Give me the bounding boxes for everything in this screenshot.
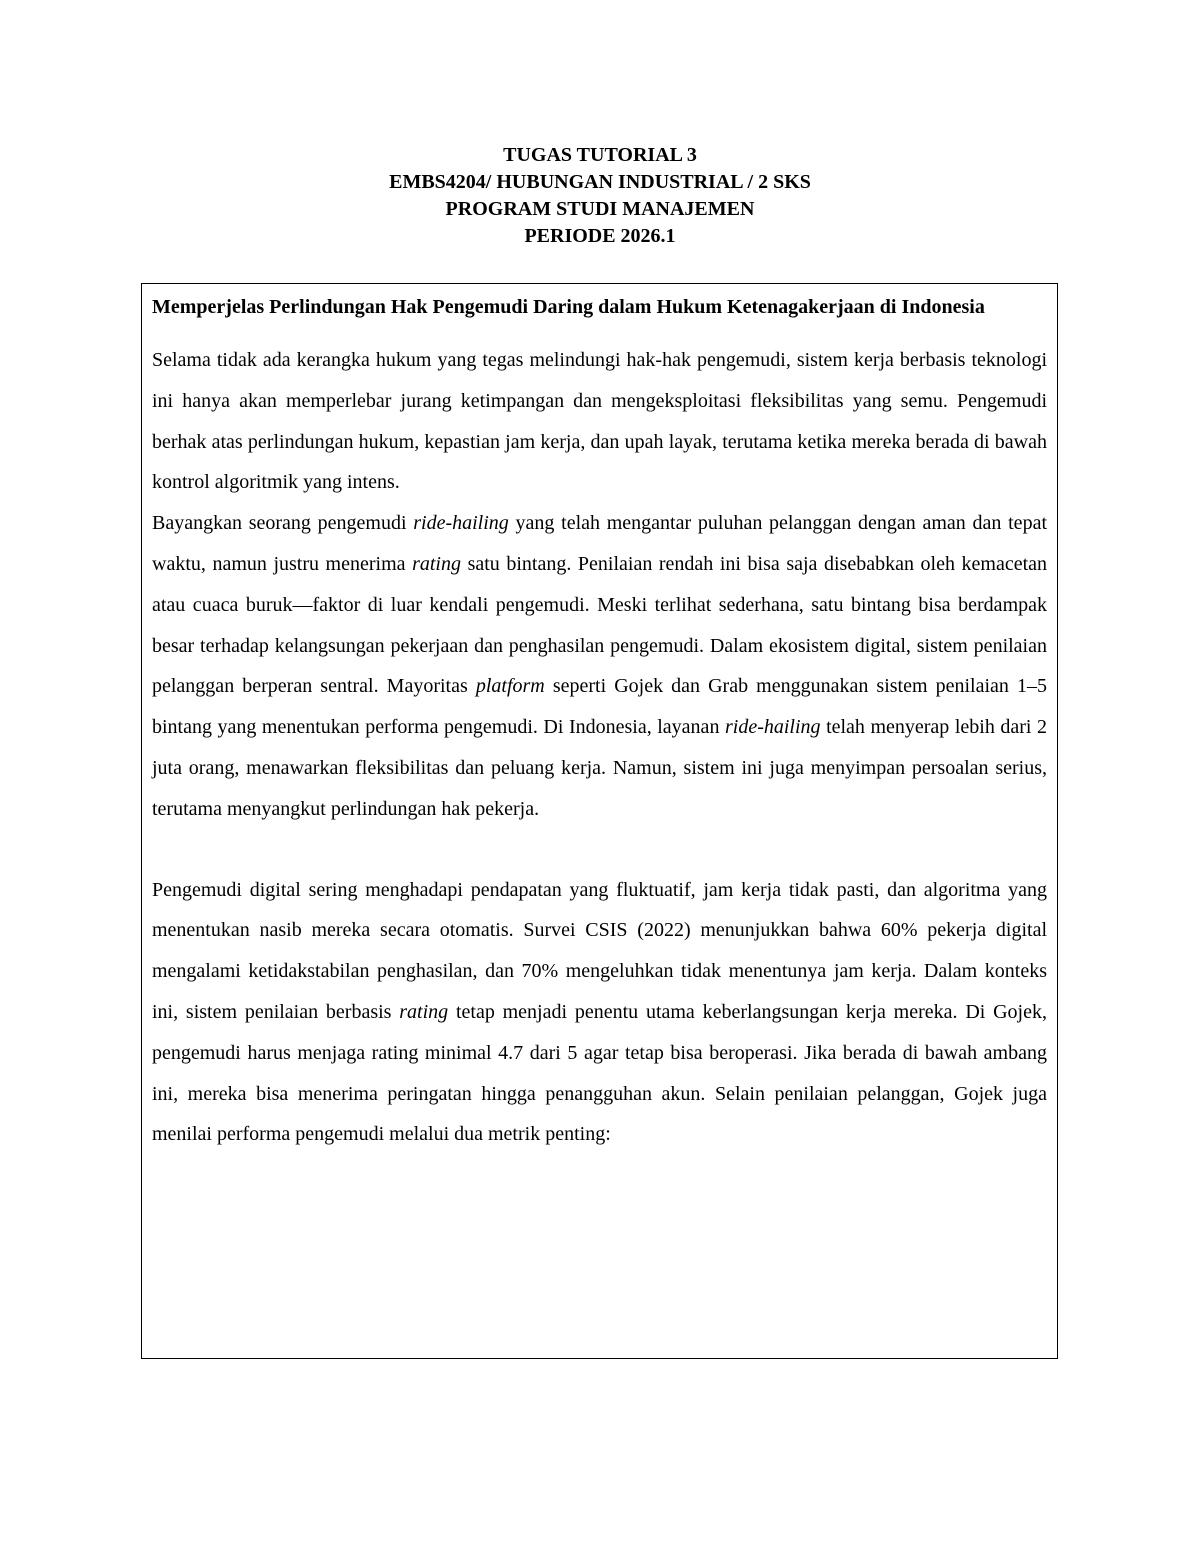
p2-italic-3: platform [475, 675, 545, 698]
p2-text-5: telah menyerap lebih dari 2 juta orang, menawarkan fleksibilitas dan peluang kerja. Namun, sistem ini juga menyimpan persoalan serius, terutama menyangkut perlindungan hak pekerja. [152, 716, 1047, 820]
p2-text-2: yang telah mengantar puluhan pelanggan dengan aman dan tepat waktu, namun justru menerima [152, 512, 1047, 575]
p2-italic-1: ride-hailing [413, 512, 509, 535]
p3-italic-1: rating [399, 1000, 449, 1023]
header-line-course: EMBS4204/ HUBUNGAN INDUSTRIAL / 2 SKS [389, 171, 811, 193]
p2-text-1: Bayangkan seorang pengemudi [152, 512, 414, 535]
assignment-box [141, 283, 1058, 1359]
document-header [0, 142, 1200, 250]
paragraph-2 [152, 503, 1047, 829]
paragraph-1: Selama tidak ada kerangka hukum yang tegas melindungi hak-hak pengemudi, sistem kerja berbasis teknologi ini hanya akan memperlebar jurang ketimpangan dan mengeksploitasi fleksibilitas yang semu. Pengemudi berhak atas perlindungan hukum, kepastian jam kerja, dan upah layak, terutama ketika mereka berada di bawah kontrol algoritmik yang intens. [152, 349, 1047, 494]
p3-text-2: tetap menjadi penentu utama keberlangsungan kerja mereka. Di Gojek, pengemudi harus menjaga rating minimal 4.7 dari 5 agar tetap bisa beroperasi. Jika berada di bawah ambang ini, mereka bisa menerima peringatan hingga penangguhan akun. Selain penilaian pelanggan, Gojek juga menilai performa pengemudi melalui dua metrik penting: [152, 1000, 1047, 1146]
p2-italic-4: ride-hailing [724, 716, 821, 739]
header-line-program: PROGRAM STUDI MANAJEMEN [445, 198, 755, 220]
p3-text-1: Pengemudi digital sering menghadapi pendapatan yang fluktuatif, jam kerja tidak pasti, dan algoritma yang menentukan nasib mereka secara otomatis. Survei CSIS (2022) menunjukkan bahwa 60% pekerja digital mengalami ketidakstabilan penghasilan, dan 70% mengeluhkan tidak menentunya jam kerja. Dalam konteks ini, sistem penilaian berbasis [152, 878, 1047, 1023]
paragraph-3 [152, 870, 1047, 1156]
box-title: Memperjelas Perlindungan Hak Pengemudi Daring dalam Hukum Ketenagakerjaan di Indonesia [152, 296, 985, 318]
p2-text-3: satu bintang. Penilaian rendah ini bisa saja disebabkan oleh kemacetan atau cuaca buruk—faktor di luar kendali pengemudi. Meski terlihat sederhana, satu bintang bisa berdampak besar terhadap kelangsungan pekerjaan dan penghasilan pengemudi. Dalam ekosistem digital, sistem penilaian pelanggan berperan sentral. Mayoritas [152, 552, 1048, 698]
header-line-period: PERIODE 2026.1 [524, 225, 676, 247]
p2-text-4: seperti Gojek dan Grab menggunakan sistem penilaian 1–5 bintang yang menentukan performa pengemudi. Di Indonesia, layanan [152, 675, 1047, 739]
p2-italic-2: rating [412, 552, 461, 575]
header-line-title: TUGAS TUTORIAL 3 [503, 144, 697, 166]
